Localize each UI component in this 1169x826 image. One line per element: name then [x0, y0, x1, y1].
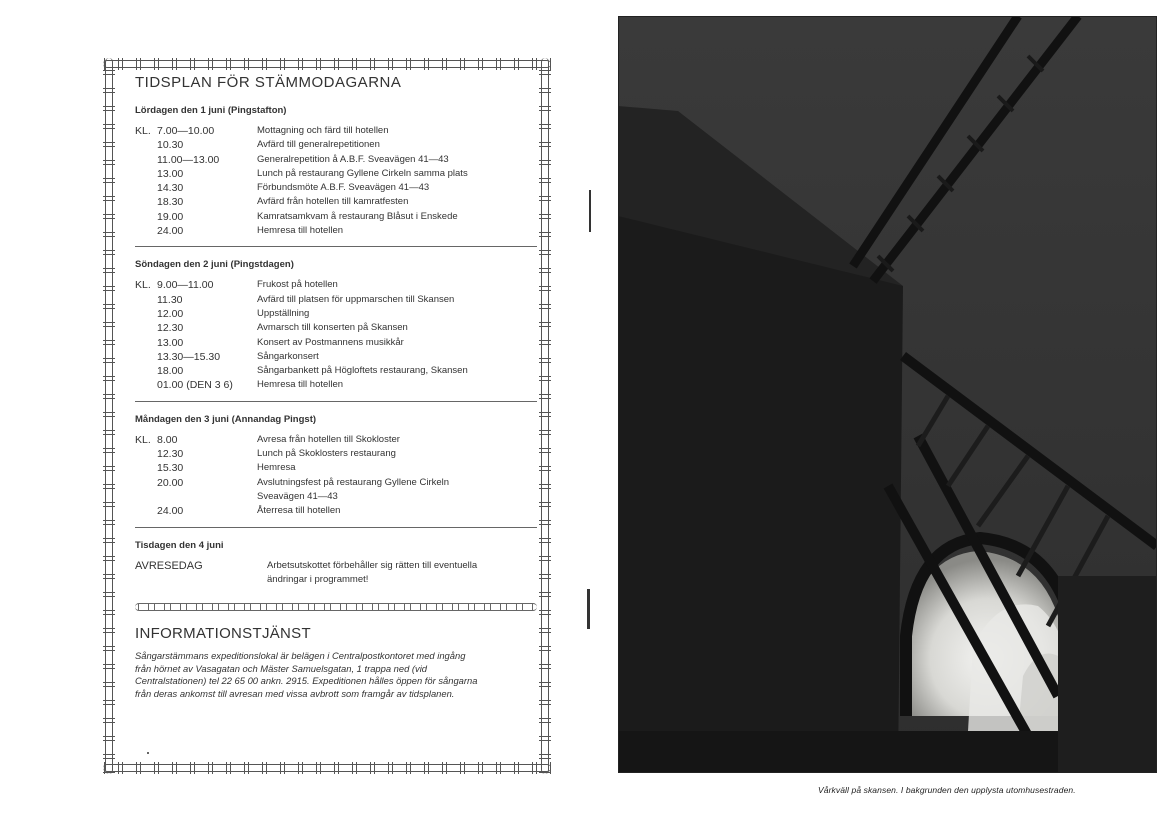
chain-border-bottom — [103, 762, 551, 774]
activity: Lunch på Skoklosters restaurang — [257, 448, 396, 460]
day-heading: Måndagen den 3 juni (Annandag Pingst) — [135, 413, 317, 425]
schedule-row — [135, 378, 540, 392]
day-section-sunday — [135, 259, 540, 392]
activity: Frukost på hotellen — [257, 279, 338, 291]
info-section — [135, 625, 540, 700]
schedule-row — [135, 224, 540, 238]
scan-mark — [589, 190, 591, 232]
time: 12.00 — [157, 307, 184, 320]
activity: Hemresa till hotellen — [257, 225, 344, 237]
divider — [135, 401, 537, 402]
time: 15.30 — [157, 462, 184, 475]
activity: Sångarbankett på Högloftets restaurang, Skansen — [257, 365, 468, 377]
chain-border-right — [539, 58, 551, 774]
time: 01.00 (DEN 3 6) — [157, 379, 233, 392]
schedule-title: TIDSPLAN FÖR STÄMMODAGARNA — [135, 74, 402, 91]
time: 11.30 — [157, 293, 183, 306]
day-heading: Söndagen den 2 juni (Pingstdagen) — [135, 259, 294, 271]
activity: Avfärd från hotellen till kamratfesten — [257, 196, 409, 208]
speck — [147, 752, 149, 754]
divider — [135, 246, 537, 247]
schedule-row — [135, 278, 540, 292]
chain-border-top — [103, 58, 551, 70]
time — [157, 490, 257, 504]
time: 20.00 — [157, 476, 184, 489]
activity: Sångarkonsert — [257, 350, 319, 362]
decorative-frame — [103, 58, 551, 774]
kl-prefix — [135, 195, 157, 209]
schedule-row — [135, 321, 540, 335]
info-title: INFORMATIONSTJÄNST — [135, 625, 311, 643]
kl-prefix — [135, 293, 157, 307]
activity: Förbundsmöte A.B.F. Sveavägen 41—43 — [257, 182, 430, 194]
activity: Mottagning och färd till hotellen — [257, 125, 389, 136]
schedule-row — [135, 195, 540, 209]
activity: Hemresa — [257, 462, 296, 474]
kl-prefix — [135, 153, 157, 167]
activity: Sveavägen 41—43 — [257, 490, 338, 502]
departure-label: AVRESEDAG — [135, 559, 203, 572]
kl-prefix — [135, 447, 157, 461]
schedule-row — [135, 476, 540, 490]
scan-mark — [587, 589, 590, 629]
divider — [135, 527, 537, 528]
kl-prefix — [135, 224, 157, 238]
activity: Avslutningsfest på restaurang Gyllene Cirkeln — [257, 476, 450, 488]
photo-caption: Vårkväll på skansen. I bakgrunden den upplysta utomhusestraden. — [818, 785, 1076, 795]
schedule-row — [135, 461, 540, 475]
activity: Generalrepetition å A.B.F. Sveavägen 41—43 — [257, 153, 449, 165]
activity: Lunch på restaurang Gyllene Cirkeln samma plats — [257, 167, 468, 179]
schedule-row — [135, 307, 540, 321]
schedule-row — [135, 181, 540, 195]
schedule-row — [135, 433, 540, 447]
activity: Konsert av Postmannens musikkår — [257, 336, 404, 348]
activity: Avfärd till generalrepetitionen — [257, 139, 380, 151]
kl-prefix — [135, 490, 157, 504]
activity: Arbetsutskottet förbehåller sig rätten till eventuella ändringar i programmet! — [267, 559, 478, 585]
time: 11.00—13.00 — [157, 153, 220, 166]
schedule-row — [135, 167, 540, 181]
time: 13.30—15.30 — [157, 350, 221, 363]
kl-prefix — [135, 138, 157, 152]
chain-border-left — [103, 58, 115, 774]
schedule-content — [135, 74, 540, 701]
schedule-row — [135, 293, 540, 307]
activity: Avresa från hotellen till Skokloster — [257, 433, 400, 445]
time: 19.00 — [157, 210, 184, 223]
time: 24.00 — [157, 225, 184, 238]
kl-prefix — [135, 210, 157, 224]
time: 13.00 — [157, 336, 184, 349]
windmill-illustration — [618, 16, 1157, 773]
time: 10.30 — [157, 139, 184, 152]
schedule-row — [135, 153, 540, 167]
kl-prefix — [135, 350, 157, 364]
kl-prefix — [135, 321, 157, 335]
time: 12.30 — [157, 322, 184, 335]
activity: Kamratsamkvam å restaurang Blåsut i Enskede — [257, 210, 458, 222]
kl-prefix — [135, 476, 157, 490]
time: 24.00 — [157, 505, 184, 518]
schedule-row — [135, 336, 540, 350]
activity: Återresa till hotellen — [257, 505, 341, 517]
time: 13.00 — [157, 167, 184, 180]
kl-prefix — [135, 364, 157, 378]
schedule-row — [135, 364, 540, 378]
time: 18.00 — [157, 365, 184, 378]
kl-prefix: KL. — [135, 125, 151, 137]
kl-prefix — [135, 181, 157, 195]
schedule-row — [135, 490, 540, 504]
schedule-row — [135, 504, 540, 518]
schedule-row — [135, 559, 540, 588]
activity: Avfärd till platsen för uppmarschen till Skansen — [257, 293, 455, 305]
schedule-row — [135, 210, 540, 224]
time: 8.00 — [157, 433, 178, 446]
time: 12.30 — [157, 448, 184, 461]
kl-prefix — [135, 167, 157, 181]
kl-prefix — [135, 307, 157, 321]
time: 14.30 — [157, 182, 184, 195]
day-section-saturday — [135, 105, 540, 238]
kl-prefix — [135, 504, 157, 518]
schedule-row — [135, 350, 540, 364]
windmill-photo — [618, 16, 1157, 773]
activity: Hemresa till hotellen — [257, 379, 344, 391]
day-heading: Tisdagen den 4 juni — [135, 539, 224, 551]
schedule-row — [135, 124, 540, 138]
day-heading: Lördagen den 1 juni (Pingstafton) — [135, 105, 287, 116]
kl-prefix — [135, 378, 157, 392]
time: 18.30 — [157, 196, 184, 209]
kl-prefix — [135, 461, 157, 475]
chain-separator — [135, 603, 537, 611]
kl-prefix: KL. — [135, 279, 151, 292]
time: 7.00—10.00 — [157, 125, 215, 137]
kl-prefix: KL. — [135, 433, 151, 446]
day-section-tuesday — [135, 540, 540, 588]
kl-prefix — [135, 336, 157, 350]
day-section-monday — [135, 414, 540, 519]
schedule-row — [135, 138, 540, 152]
time: 9.00—11.00 — [157, 279, 214, 292]
activity: Uppställning — [257, 307, 310, 319]
info-text: Sångarstämmans expeditionslokal är belägen i Centralpostkontoret med ingång från hörnet av Vasagatan och Mäster Samuelsgatan, 1 trappa ned (vid Centralstationen) tel 22 65 00 ankn. 2915. Expeditionen hålles öppen för sångarna från deras ankomst till avresan med vissa avbrott som framgår av tidsplanen. — [135, 650, 478, 699]
activity: Avmarsch till konserten på Skansen — [257, 322, 408, 334]
schedule-row — [135, 447, 540, 461]
